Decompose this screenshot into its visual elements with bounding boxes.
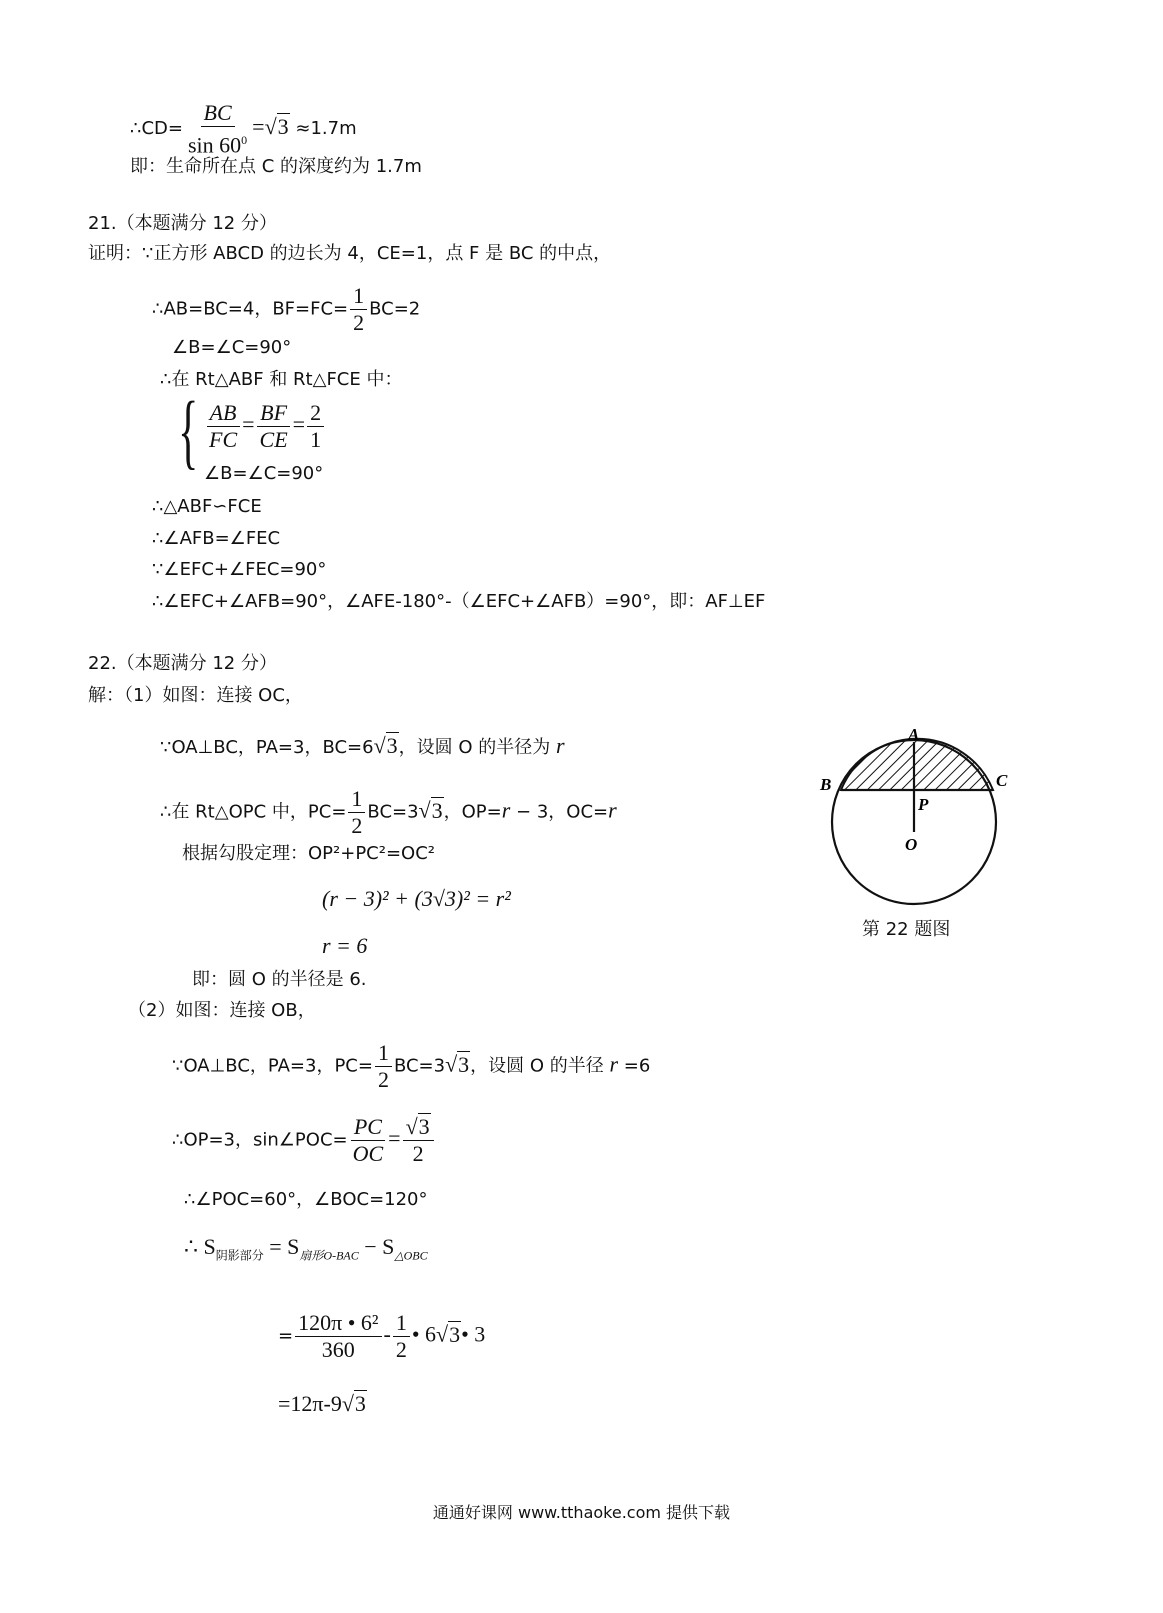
q22-part1-intro: 解：（1）如图：连接 OC， (88, 685, 303, 706)
label-b: B (820, 775, 832, 794)
q22-heading: 22.（本题满分 12 分） (88, 653, 277, 674)
system-brace: { (178, 385, 199, 478)
q22-part1-conclusion: 即：圆 O 的半径是 6. (192, 969, 367, 990)
label-c: C (996, 771, 1008, 790)
label-o: O (905, 835, 918, 854)
footer-credit: 通通好课网 www.tthaoke.com 提供下载 (432, 1503, 731, 1522)
q21-system-ratios: $\frac{AB}{FC}$ = $\frac{BF}{CE}$ = $\frac{2}{1}$ (204, 400, 326, 453)
shaded-segment (841, 739, 993, 790)
q22-radius-result: r = 6 (322, 933, 368, 958)
q22-area-formula: ∴ $S_{阴影部分} = S_{扇形O-BAC} - S_{\triangle OBC}$ (184, 1234, 428, 1263)
q22-part1-line-2: ∴在 Rt△OPC 中，PC= $\frac{1}{2}$ BC=3√3，OP=r − 3，OC=r (160, 786, 617, 838)
label-a: A (908, 725, 920, 744)
q22-area-result: =12π-9√3 (278, 1391, 366, 1416)
label-p: P (918, 795, 929, 814)
q21-given: 证明：∵正方形 ABCD 的边长为 4，CE=1，点 F 是 BC 的中点， (88, 243, 612, 264)
q21-line-4: ∴△ABF∽FCE (152, 496, 262, 517)
q21-line-1: ∴AB=BC=4，BF=FC= $\frac{1}{2}$ BC=2 (152, 283, 421, 335)
q21-line-5: ∴∠AFB=∠FEC (152, 528, 281, 549)
circle-diagram (812, 720, 1012, 920)
q22-part2-intro: （2）如图：连接 OB， (128, 1000, 316, 1021)
q22-part1-line-1: ∵OA⊥BC，PA=3，BC=6√3，设圆 O 的半径为 r (160, 733, 565, 758)
q22-part1-line-3: 根据勾股定理：OP²+PC²=OC² (182, 843, 435, 864)
q22-part2-line-1: ∵OA⊥BC，PA=3，PC= $\frac{1}{2}$ BC=3√3，设圆 O 的半径 r =6 (172, 1040, 651, 1092)
circle-figure (812, 720, 1012, 950)
q21-heading: 21.（本题满分 12 分） (88, 213, 277, 234)
q21-system-angles: ∠B=∠C=90° (204, 463, 324, 484)
q21-line-3: ∴在 Rt△ABF 和 Rt△FCE 中： (160, 369, 403, 390)
q21-line-2: ∠B=∠C=90° (172, 337, 292, 358)
figure-caption: 第 22 题图 (862, 919, 951, 940)
cd-formula: ∴CD= $\frac{BC}{\sin 60^0}$ =√3 ≈1.7m (130, 100, 357, 158)
q22-part2-line-3: ∴∠POC=60°，∠BOC=120° (184, 1189, 428, 1210)
q21-line-7: ∴∠EFC+∠AFB=90°，∠AFE-180°-（∠EFC+∠AFB）=90°，即：AF⊥EF (152, 591, 766, 612)
q22-part2-line-2: ∴OP=3，sin∠POC= $\frac{PC}{OC}$ = $\frac{√3}{2}$ (172, 1114, 436, 1167)
q22-pythagoras-equation: (r − 3)² + (3√3)² = r² (322, 886, 511, 911)
q20-conclusion: 即：生命所在点 C 的深度约为 1.7m (130, 156, 422, 177)
q22-area-computation: = $\frac{\text{120π • 6²}}{360}$ - $\frac{1}{2}$ • 6√3• 3 (278, 1310, 486, 1362)
q21-line-6: ∵∠EFC+∠FEC=90° (152, 559, 327, 580)
